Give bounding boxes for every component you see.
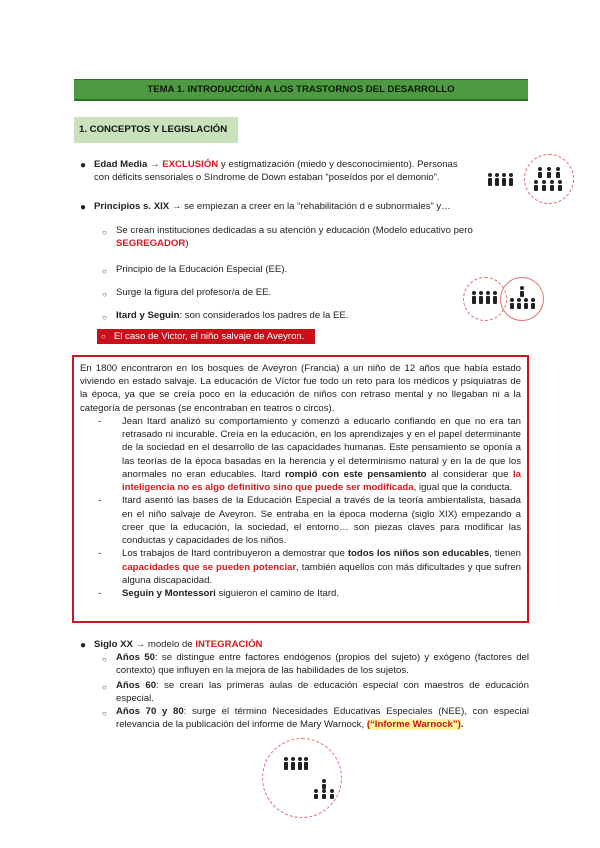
dash-bullet: - bbox=[98, 587, 102, 599]
bullet: ● bbox=[80, 160, 87, 171]
capacidades-term: capacidades que se pueden potenciar bbox=[122, 561, 297, 573]
itard-seguin-label: Itard y Seguin bbox=[116, 310, 180, 321]
list-item bbox=[80, 547, 521, 587]
edad-media-item bbox=[94, 158, 474, 184]
seguin-text: siguieron el camino de Itard. bbox=[218, 587, 340, 599]
instituciones-close: ) bbox=[185, 238, 189, 250]
siglo-xx-label: Siglo XX bbox=[94, 639, 133, 650]
itard-text-2: al considerar que bbox=[431, 468, 509, 480]
principios-label: Principios s. XIX bbox=[94, 201, 170, 212]
sub-bullet: ○ bbox=[102, 267, 107, 276]
integrated-people-icon bbox=[282, 756, 310, 774]
trabajos-text-2: , tienen bbox=[489, 548, 521, 560]
section-header: 1. CONCEPTOS Y LEGISLACIÓN bbox=[74, 117, 238, 143]
anos-60-item bbox=[116, 679, 529, 705]
anos-70-80-label: Años 70 y 80 bbox=[116, 706, 184, 717]
principios-item bbox=[94, 200, 494, 213]
instituciones-text: Se crean instituciones dedicadas a su atención y educación (Modelo educativo pero bbox=[116, 225, 473, 236]
itard-seguin-text: : son considerados los padres de la EE. bbox=[179, 310, 349, 321]
itard-seguin-item bbox=[116, 309, 349, 322]
edad-media-text-2: Personas bbox=[417, 159, 458, 170]
sub-bullet: ○ bbox=[102, 655, 107, 664]
sub-bullet: ○ bbox=[101, 332, 106, 341]
ambientalista-text: Itard asentó las bases de la Educación Especial a través de la teoría ambientalista, basada en el niño salvaje de Aveyron. Se entraba en la época moderna (siglo XIX) empezando a creer que la educación, la sociedad, el entorno… son piezas claves para modificar las conductas y capacidades de los niños. bbox=[122, 495, 521, 547]
anos-60-text: : se crean las primeras aulas de educación especial con maestros de educación especial. bbox=[116, 680, 529, 705]
intro-paragraph: En 1800 encontraron en los bosques de Aveyron (Francia) a un niño de 12 años que había estado viviendo en estado salvaje. La educación de Víctor fue todo un reto para los médicos y psiquiatras de la época, ya que se creía poco en la educación de niños con retraso mental y no llegaban ni a la categoría de personas (se encontraban en teatros o circos). bbox=[80, 363, 521, 414]
list-item bbox=[80, 494, 521, 547]
anos-60-label: Años 60 bbox=[116, 680, 157, 691]
anos-50-label: Años 50 bbox=[116, 652, 155, 663]
arrow: → bbox=[149, 159, 160, 170]
edad-media-line2: con déficits sensoriales o Síndrome de Down estaban “poseídos por el demonio”. bbox=[94, 172, 440, 184]
trabajos-text-3: , también aquellos con más dificultades y que sufren alguna discapacidad. bbox=[122, 561, 521, 586]
sub-bullet: ○ bbox=[102, 290, 107, 299]
dash-bullet: - bbox=[98, 495, 102, 507]
siglo-xx-item bbox=[94, 638, 494, 651]
dash-bullet: - bbox=[98, 415, 102, 427]
separated-people-icon bbox=[507, 285, 537, 311]
edad-media-label: Edad Media bbox=[94, 159, 148, 170]
itard-text: Jean Itard analizó su comportamiento y comenzó a educarlo confiando en que no era tan retrasado ni incurable. Creía en la educación, en los aprendizajes y en el papel determinante de la sociedad en el desarrollo de las capacidades humanas. Este pensamiento se oponía a las teorías de la época basadas en la herencia y el determinismo natural y en la de que los anormales no eran educables. Itard bbox=[122, 415, 521, 480]
itard-text-3: , igual que la conducta. bbox=[413, 482, 513, 494]
end-dot: . bbox=[460, 719, 464, 731]
group-people-icon bbox=[312, 778, 336, 800]
page-title: TEMA 1. INTRODUCCIÓN A LOS TRASTORNOS DEL DESARROLLO bbox=[74, 79, 528, 101]
trabajos-text: Los trabajos de Itard contribuyeron a demostrar que bbox=[122, 548, 345, 560]
informe-warnock-term: (“Informe Warnock”) bbox=[366, 719, 461, 731]
sub-bullet: ○ bbox=[102, 313, 107, 322]
victor-text: El caso de Victor, el niño salvaje de Aveyron. bbox=[113, 331, 305, 342]
anos-50-text: : se distingue entre factores endógenos (propios del sujeto) y exógeno (factores del contexto) que influyen en la mejora de las habilidades de los sujetos. bbox=[116, 652, 530, 677]
victor-case-box bbox=[72, 355, 529, 623]
group-people-icon bbox=[470, 290, 500, 306]
sub-bullet: ○ bbox=[102, 683, 107, 692]
inteligencia-term: la inteligencia no es algo definitivo sino que puede ser modificada bbox=[122, 468, 521, 494]
segregador-term: SEGREGADOR bbox=[116, 238, 186, 250]
sub-bullet: ○ bbox=[102, 228, 107, 237]
integracion-term: INTEGRACIÓN bbox=[195, 639, 263, 650]
list-item bbox=[80, 587, 521, 600]
seguin-montessori-term: Seguin y Montessori bbox=[122, 587, 216, 599]
edad-media-text: y estigmatización (miedo y desconocimiento). bbox=[220, 159, 415, 170]
sub-bullet: ○ bbox=[102, 709, 107, 718]
list-item bbox=[80, 415, 521, 494]
exclusion-term: EXCLUSIÓN bbox=[162, 159, 219, 170]
people-group-icon bbox=[487, 172, 517, 188]
principio-ee-item: Principio de la Educación Especial (EE). bbox=[116, 264, 288, 275]
excluded-people-icon bbox=[532, 166, 566, 192]
anos-70-80-item bbox=[116, 705, 529, 731]
victor-highlight bbox=[97, 329, 315, 344]
anos-70-80-text: : surge el término Necesidades Educativas Especiales (NEE), con especial relevancia de la publicación del informe de Mary Warnock, bbox=[116, 706, 529, 731]
educables-term: todos los niños son educables bbox=[347, 548, 490, 560]
profesor-item: Surge la figura del profesor/a de EE. bbox=[116, 287, 272, 298]
siglo-xx-arrow: → modelo de bbox=[135, 639, 193, 650]
anos-50-item bbox=[116, 651, 529, 677]
rompio-term: rompió con este pensamiento bbox=[284, 468, 427, 480]
bullet: ● bbox=[80, 640, 87, 651]
bullet: ● bbox=[80, 202, 87, 213]
dash-bullet: - bbox=[98, 548, 102, 560]
instituciones-item bbox=[116, 224, 496, 250]
principios-text: → se empiezan a creer en la “rehabilitación d e subnormales” y… bbox=[171, 201, 451, 212]
